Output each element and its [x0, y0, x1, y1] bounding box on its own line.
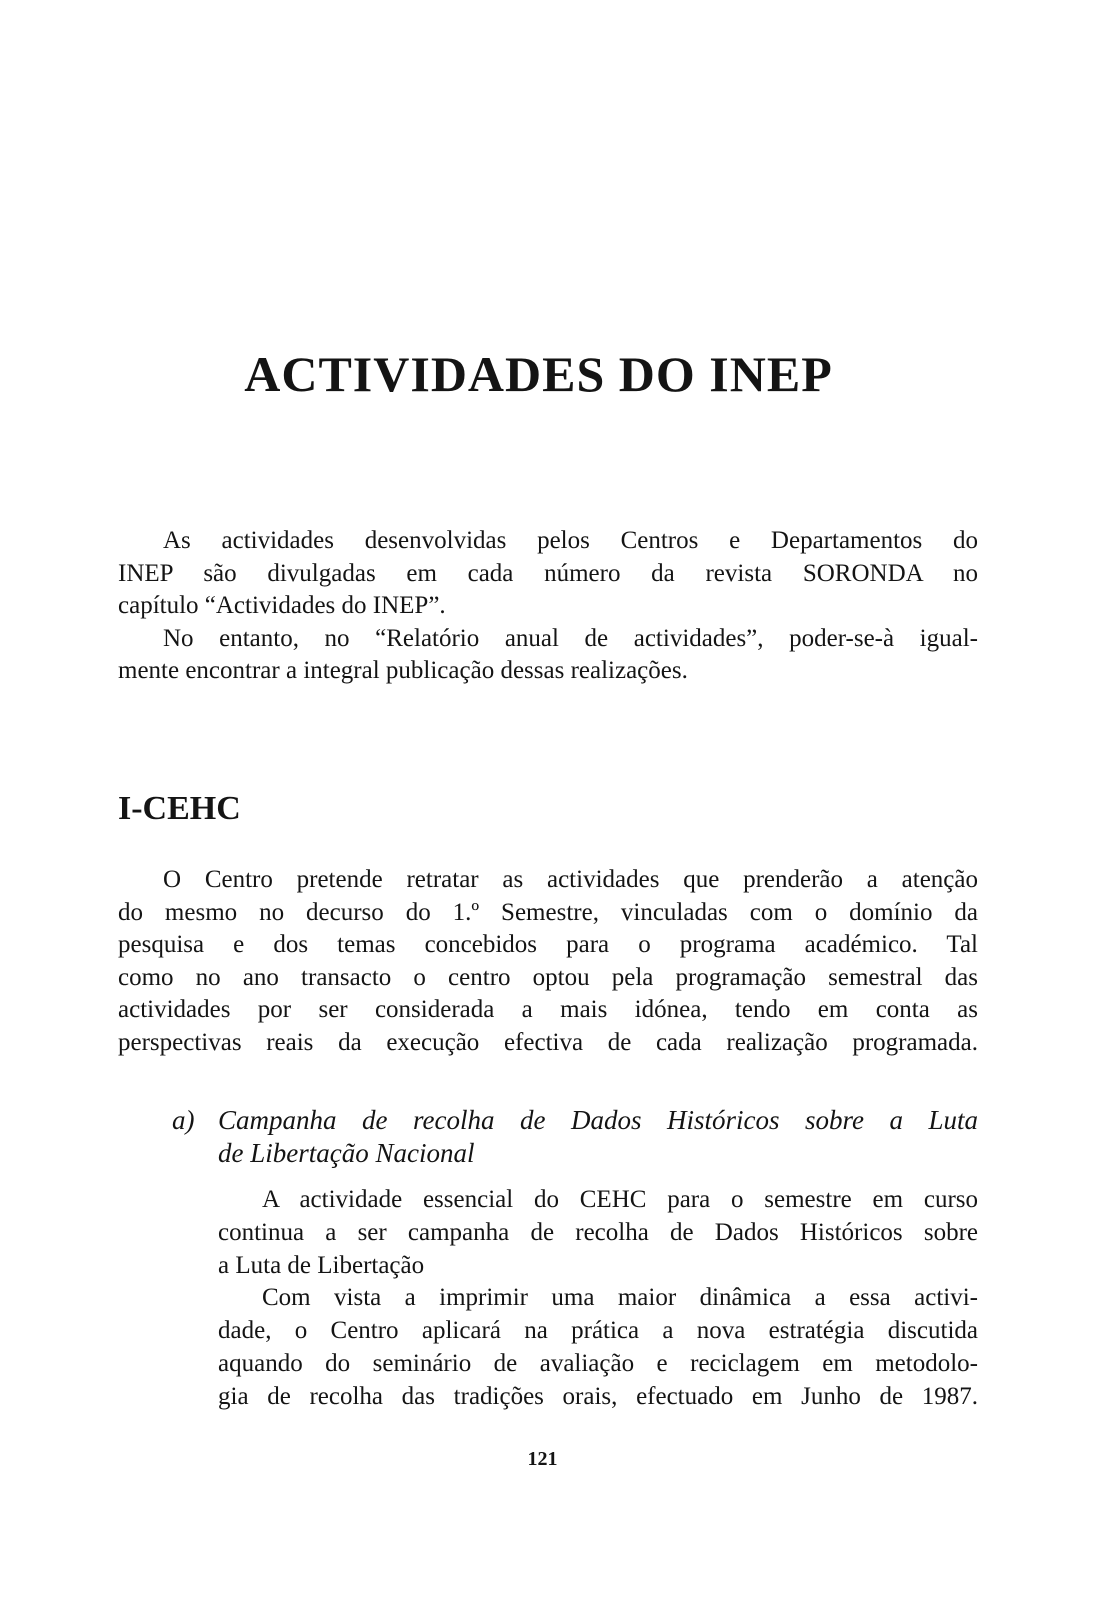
- text-line: actividades por ser considerada a mais idónea, tendo em conta as: [118, 996, 978, 1024]
- subsection-marker: a): [172, 1105, 195, 1135]
- text-line: pesquisa e dos temas concebidos para o programa académico. Tal: [118, 931, 978, 959]
- text-line: do mesmo no decurso do 1.º Semestre, vinculadas com o domínio da: [118, 898, 978, 926]
- text-line: Campanha de recolha de Dados Históricos sobre a Luta: [218, 1105, 978, 1135]
- text-line: de Libertação Nacional: [218, 1138, 475, 1168]
- text-line: gia de recolha das tradições orais, efectuado em Junho de 1987.: [218, 1382, 978, 1410]
- text-line: A actividade essencial do CEHC para o semestre em curso: [262, 1186, 978, 1213]
- page-title: ACTIVIDADES DO INEP: [244, 346, 833, 402]
- text-line: a Luta de Libertação: [218, 1251, 425, 1279]
- text-line: aquando do seminário de avaliação e reciclagem em metodolo-: [218, 1350, 978, 1377]
- text-line: capítulo “Actividades do INEP”.: [118, 592, 446, 619]
- text-line: mente encontrar a integral publicação dessas realizações.: [118, 657, 688, 684]
- page-number: 121: [527, 1448, 558, 1470]
- text-line: dade, o Centro aplicará na prática a nova estratégia discutida: [218, 1317, 978, 1345]
- text-line: INEP são divulgadas em cada número da revista SORONDA no: [118, 559, 978, 587]
- text-line: O Centro pretende retratar as actividades que prenderão a atenção: [163, 866, 978, 893]
- text-line: As actividades desenvolvidas pelos Centros e Departamentos do: [163, 527, 978, 554]
- text-line: Com vista a imprimir uma maior dinâmica a essa activi-: [262, 1284, 978, 1312]
- text-line: como no ano transacto o centro optou pela programação semestral das: [118, 963, 978, 991]
- text-line: No entanto, no “Relatório anual de actividades”, poder-se-à igual-: [163, 624, 978, 652]
- text-line: perspectivas reais da execução efectiva de cada realização programada.: [118, 1029, 978, 1056]
- section-heading: I-CEHC: [118, 790, 241, 827]
- text-line: continua a ser campanha de recolha de Dados Históricos sobre: [218, 1218, 978, 1246]
